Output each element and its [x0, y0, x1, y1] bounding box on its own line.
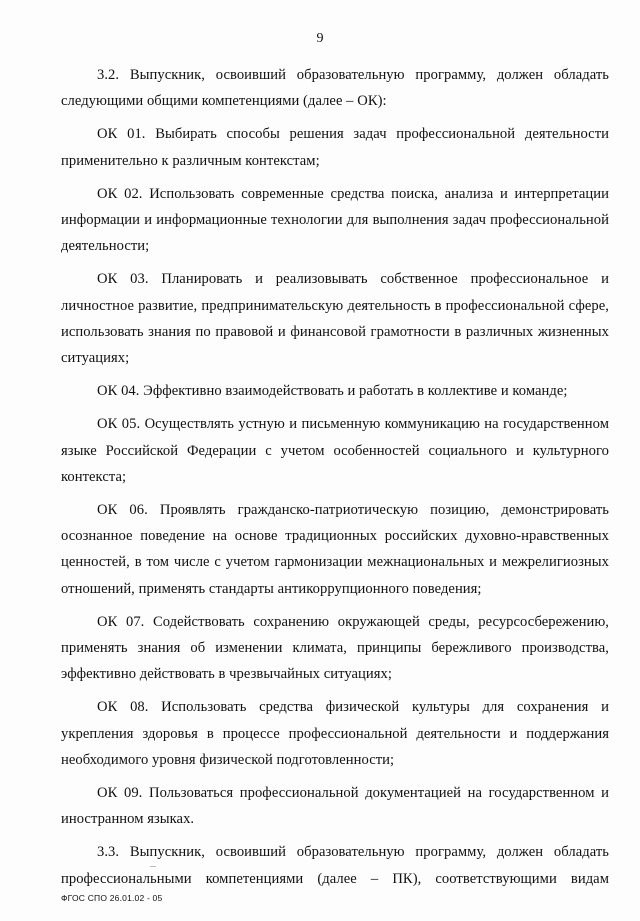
paragraph-ok-06: ОК 06. Проявлять гражданско-патриотическую позицию, демонстрировать осознанное поведение на основе традиционных российских духовно-нравственных ценностей, в том числе с учетом гармонизации межнациональных и межрелигиозных отношений, применять стандарты антикоррупционного поведения;: [61, 502, 609, 597]
scan-artifact: [150, 866, 156, 867]
paragraph-ok-01: ОК 01. Выбирать способы решения задач профессиональной деятельности применительно к различным контекстам;: [61, 126, 609, 169]
paragraph-ok-09: ОК 09. Пользоваться профессиональной документацией на государственном и иностранном языках.: [61, 785, 609, 828]
paragraph-ok-03: ОК 03. Планировать и реализовывать собственное профессиональное и личностное развитие, предпринимательскую деятельность в профессиональной сфере, использовать знания по правовой и финансовой грамотности в различных жизненных ситуациях;: [61, 271, 609, 367]
page-number: 9: [316, 31, 324, 46]
paragraph-3-3: 3.3. Выпускник, освоивший образовательную программу, должен обладать профессиональными компетенциями (далее – ПК), соответствующими видам: [61, 844, 609, 887]
paragraph-ok-02: ОК 02. Использовать современные средства поиска, анализа и интерпретации информации и информационные технологии для выполнения задач профессиональной деятельности;: [61, 185, 609, 255]
paragraph-3-2: 3.2. Выпускник, освоивший образовательную программу, должен обладать следующими общими компетенциями (далее – ОК):: [61, 67, 609, 110]
document-footer-code: ФГОС СПО 26.01.02 - 05: [61, 893, 163, 903]
paragraph-ok-08: ОК 08. Использовать средства физической культуры для сохранения и укрепления здоровья в процессе профессиональной деятельности и поддержания необходимого уровня физической подготовленности;: [61, 699, 609, 768]
paragraph-ok-05: ОК 05. Осуществлять устную и письменную коммуникацию на государственном языке Российской Федерации с учетом особенностей социального и культурного контекста;: [61, 416, 609, 485]
document-body: [61, 62, 609, 899]
paragraph-ok-07: ОК 07. Содействовать сохранению окружающей среды, ресурсосбережению, применять знания об изменении климата, принципы бережливого производства, эффективно действовать в чрезвычайных ситуациях;: [61, 613, 609, 683]
paragraph-ok-04: ОК 04. Эффективно взаимодействовать и работать в коллективе и команде;: [97, 383, 568, 400]
